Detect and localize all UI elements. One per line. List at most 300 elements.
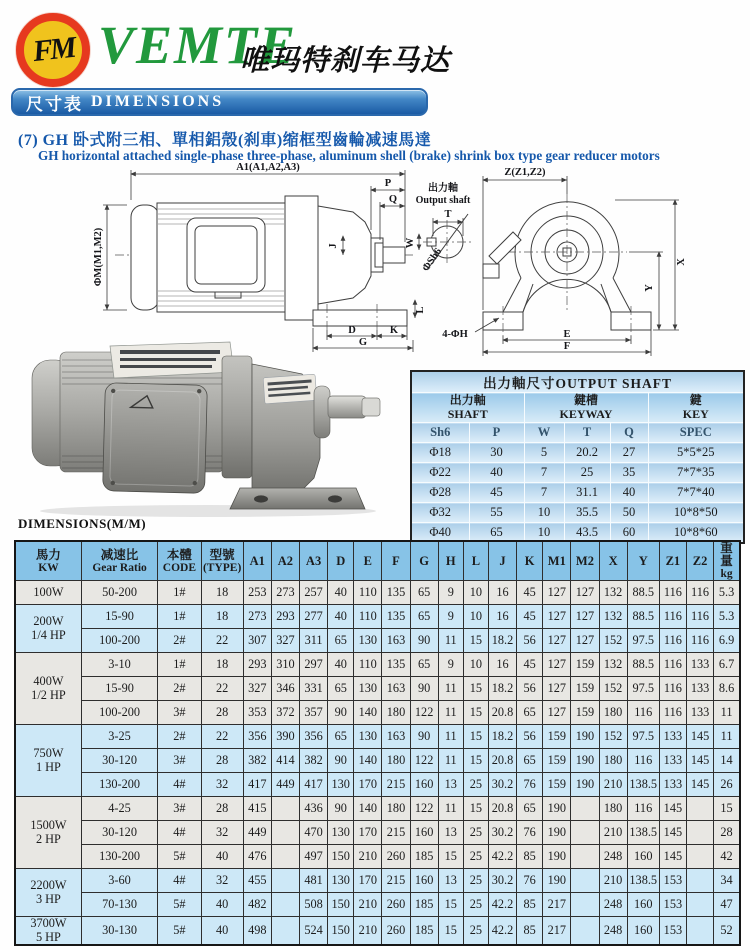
dimension-value-cell: 145 [659,821,686,845]
dimension-value-cell: 30-120 [81,821,157,845]
dimension-value-cell: 15 [438,917,463,946]
dimension-value-cell: 133 [686,701,713,725]
dimension-value-cell: 210 [599,821,627,845]
dimension-value-cell: 253 [243,581,271,605]
dimension-value-cell: 327 [271,629,299,653]
dimension-value-cell: 4# [158,821,201,845]
dimension-value-cell: 135 [382,653,410,677]
dimension-value-cell [571,917,599,946]
dimension-value-cell: 159 [571,701,599,725]
output-shaft-cell: 40 [610,483,648,503]
dimension-value-cell: 210 [354,893,382,917]
dimension-value-cell: 20.8 [488,701,516,725]
dimension-value-cell [271,845,299,869]
dimension-value-cell: 5# [158,845,201,869]
dimensions-column-header: 本體 CODE [158,541,201,581]
dimension-value-cell: 30-120 [81,749,157,773]
dimension-value-cell: 260 [382,845,410,869]
dimension-value-cell: 455 [243,869,271,893]
power-rating-cell: 100W [15,581,81,605]
dimension-value-cell [571,797,599,821]
dimension-value-cell: 127 [543,701,571,725]
dimension-value-cell: 1# [158,653,201,677]
dimension-value-cell: 145 [686,725,713,749]
dimension-value-cell: 135 [382,581,410,605]
dim-l: L [415,306,426,314]
dimension-value-cell: 217 [543,917,571,946]
output-shaft-cell: 40 [469,463,524,483]
dimensions-row [15,797,740,821]
dimension-value-cell: 116 [686,629,713,653]
dimension-value-cell: 133 [659,773,686,797]
dimensions-column-header: M2 [571,541,599,581]
output-shaft-cell: 35 [610,463,648,483]
dimension-value-cell: 190 [543,869,571,893]
dimension-value-cell: 248 [599,917,627,946]
dim-e: E [563,329,571,340]
dimension-value-cell: 417 [300,773,328,797]
dim-h4: 4-ΦH [442,329,468,340]
dimension-value-cell: 190 [543,797,571,821]
dimension-value-cell: 163 [382,677,410,701]
dimension-value-cell: 311 [300,629,328,653]
dimension-value-cell: 65 [410,581,438,605]
output-shaft-cell: Φ28 [411,483,469,503]
power-rating-cell: 400W 1/2 HP [15,653,81,725]
dimension-value-cell: 153 [659,869,686,893]
dimension-value-cell: 190 [571,773,599,797]
dimension-value-cell: 163 [382,725,410,749]
dimension-value-cell: 130 [328,869,354,893]
dimension-value-cell: 22 [201,725,243,749]
dimension-value-cell: 260 [382,893,410,917]
dimension-value-cell: 34 [714,869,740,893]
dimension-value-cell: 116 [627,797,659,821]
dimension-value-cell: 331 [300,677,328,701]
dim-x: X [676,258,687,266]
dimension-value-cell: 42.2 [488,917,516,946]
dimension-value-cell: 90 [328,797,354,821]
dimension-value-cell: 42 [714,845,740,869]
dimension-value-cell: 150 [328,845,354,869]
dimension-value-cell: 10 [463,653,488,677]
dimension-value-cell: 415 [243,797,271,821]
dimension-value-cell: 9 [438,653,463,677]
dimension-value-cell: 122 [410,701,438,725]
dimension-value-cell: 56 [517,629,543,653]
dimension-value-cell [271,893,299,917]
dimension-value-cell: 152 [599,629,627,653]
dimension-value-cell: 2# [158,725,201,749]
dimension-value-cell: 5# [158,893,201,917]
dimension-value-cell: 18 [201,581,243,605]
dimension-value-cell: 210 [354,845,382,869]
dimension-value-cell: 100-200 [81,701,157,725]
dimension-value-cell: 52 [714,917,740,946]
dimension-value-cell: 127 [571,605,599,629]
dimensions-column-header: J [488,541,516,581]
banner-title-en: DIMENSIONS [91,93,225,110]
dimension-value-cell [271,869,299,893]
dimension-value-cell: 25 [463,821,488,845]
dimensions-row [15,581,740,605]
dimension-value-cell [686,917,713,946]
dimension-value-cell: 414 [271,749,299,773]
dimensions-column-header: E [354,541,382,581]
dimension-value-cell: 110 [354,581,382,605]
dimension-value-cell: 140 [354,749,382,773]
power-rating-cell: 3700W 5 HP [15,917,81,946]
dimension-value-cell: 45 [517,653,543,677]
dimension-value-cell: 190 [543,821,571,845]
dimensions-column-header: F [382,541,410,581]
dimensions-row [15,653,740,677]
dimension-value-cell: 170 [354,869,382,893]
dimension-value-cell: 65 [410,605,438,629]
dimension-value-cell: 4# [158,869,201,893]
dimension-value-cell: 210 [599,773,627,797]
dimensions-column-header: Z1 [659,541,686,581]
dimension-value-cell: 11 [438,797,463,821]
dimension-value-cell: 90 [328,701,354,725]
output-shaft-cell: Φ22 [411,463,469,483]
output-shaft-cell: 55 [469,503,524,523]
dimensions-column-header: 减速比 Gear Ratio [81,541,157,581]
dimension-value-cell: 145 [686,749,713,773]
dimensions-row [15,845,740,869]
dimension-value-cell: 185 [410,845,438,869]
output-shaft-row [411,483,744,503]
dimension-value-cell: 160 [627,893,659,917]
dimension-value-cell: 11 [438,677,463,701]
dimension-value-cell: 28 [201,701,243,725]
dimensions-column-header: D [328,541,354,581]
output-shaft-cell: 7*7*40 [648,483,744,503]
dimension-value-cell: 449 [271,773,299,797]
dimension-value-cell: 4-25 [81,797,157,821]
dimension-value-cell: 133 [659,749,686,773]
dimension-value-cell: 470 [300,821,328,845]
dimension-value-cell: 138.5 [627,821,659,845]
dimension-value-cell: 116 [686,605,713,629]
dimension-value-cell: 15 [463,677,488,701]
dimension-value-cell: 30-130 [81,917,157,946]
dim-j: J [328,243,339,249]
output-shaft-cell: 25 [564,463,610,483]
dimension-value-cell: 180 [382,797,410,821]
banner-title-cn: 尺寸表 [26,94,83,114]
dimension-value-cell: 210 [354,917,382,946]
dimensions-column-header: A2 [271,541,299,581]
dimension-value-cell: 2# [158,629,201,653]
dimension-value-cell: 6.9 [714,629,740,653]
dimension-value-cell: 1# [158,581,201,605]
dimension-value-cell: 170 [354,773,382,797]
dimension-value-cell: 15 [714,797,740,821]
brand-name-chinese: 唯玛特刹车马达 [240,45,451,77]
dimension-value-cell: 15-90 [81,677,157,701]
dimension-value-cell: 32 [201,869,243,893]
dimension-value-cell: 190 [571,725,599,749]
dimension-value-cell: 130 [328,773,354,797]
dimension-value-cell: 248 [599,893,627,917]
dimension-value-cell: 28 [714,821,740,845]
output-shaft-cell: 7 [524,483,564,503]
output-shaft-cell: 60 [610,523,648,544]
dimension-value-cell: 88.5 [627,605,659,629]
output-shaft-cell: 10 [524,503,564,523]
dimensions-row [15,629,740,653]
dimension-value-cell: 150 [328,893,354,917]
dimension-value-cell [271,797,299,821]
dimension-value-cell: 346 [271,677,299,701]
dimensions-column-header: 型號 (TYPE) [201,541,243,581]
dimension-value-cell [571,845,599,869]
dimension-value-cell: 122 [410,749,438,773]
dimension-value-cell: 40 [328,653,354,677]
dimension-value-cell [571,821,599,845]
dimension-value-cell: 97.5 [627,677,659,701]
dimension-value-cell: 190 [543,845,571,869]
dimension-value-cell: 70-130 [81,893,157,917]
dimension-value-cell: 28 [201,749,243,773]
dimension-value-cell: 22 [201,629,243,653]
dimension-value-cell: 22 [201,677,243,701]
dimension-value-cell: 310 [271,653,299,677]
dimension-value-cell: 85 [517,845,543,869]
dimension-value-cell: 14 [714,749,740,773]
dimensions-column-header: M1 [543,541,571,581]
dimension-value-cell [271,821,299,845]
dimension-value-cell: 138.5 [627,773,659,797]
dimension-value-cell: 4# [158,773,201,797]
dimension-value-cell: 32 [201,773,243,797]
dimension-value-cell: 116 [627,701,659,725]
dimensions-column-header: Y [627,541,659,581]
dimension-value-cell [271,917,299,946]
dimension-value-cell: 110 [354,605,382,629]
output-shaft-cell: 20.2 [564,443,610,463]
dimension-value-cell: 10 [463,605,488,629]
dimension-value-cell: 357 [300,701,328,725]
dimension-value-cell: 133 [659,725,686,749]
dimensions-column-header: L [463,541,488,581]
dimension-value-cell: 127 [543,653,571,677]
dimension-value-cell: 160 [410,821,438,845]
dimension-value-cell: 65 [517,701,543,725]
output-shaft-group-header-row [411,393,744,423]
dimension-value-cell: 127 [543,581,571,605]
dimensions-row [15,869,740,893]
dimension-value-cell: 42.2 [488,845,516,869]
dimension-value-cell: 122 [410,797,438,821]
dimension-value-cell: 32 [201,821,243,845]
dimension-value-cell: 30.2 [488,821,516,845]
dimension-value-cell: 152 [599,725,627,749]
dimension-value-cell: 135 [382,605,410,629]
technical-drawing [75,160,745,360]
dimension-value-cell: 130 [354,725,382,749]
output-shaft-column-header: SPEC [648,423,744,443]
dimension-value-cell: 508 [300,893,328,917]
dimension-value-cell: 116 [659,653,686,677]
dimension-value-cell: 25 [463,869,488,893]
dimension-value-cell: 18 [201,653,243,677]
dimension-value-cell: 160 [627,845,659,869]
dimension-value-cell: 3# [158,701,201,725]
dimension-value-cell [686,845,713,869]
dimension-value-cell: 353 [243,701,271,725]
dimension-value-cell: 116 [659,701,686,725]
dimensions-column-header: A1 [243,541,271,581]
dimension-value-cell: 372 [271,701,299,725]
dimension-value-cell: 185 [410,917,438,946]
dimensions-column-header: Z2 [686,541,713,581]
dimension-value-cell: 132 [599,605,627,629]
dimension-value-cell: 15 [463,629,488,653]
dimension-value-cell: 76 [517,821,543,845]
output-shaft-group-header: 出力軸 SHAFT [411,393,524,423]
dimension-value-cell: 65 [517,797,543,821]
product-photo [18,338,403,518]
output-shaft-cell: 5 [524,443,564,463]
dimensions-column-header: X [599,541,627,581]
dimension-value-cell: 13 [438,869,463,893]
dimension-value-cell: 3# [158,797,201,821]
dimension-value-cell: 9 [438,581,463,605]
dimensions-row [15,677,740,701]
dimension-value-cell: 116 [659,677,686,701]
dimension-value-cell: 9 [438,605,463,629]
dimension-value-cell: 90 [328,749,354,773]
dim-a1: A1(A1,A2,A3) [236,162,300,173]
output-shaft-cell: 10*8*60 [648,523,744,544]
dimension-value-cell: 25 [463,893,488,917]
dimensions-row [15,773,740,797]
dimension-value-cell: 8.6 [714,677,740,701]
dim-q: Q [388,194,398,205]
dimension-value-cell: 153 [659,893,686,917]
dim-phi-m: ΦM(M1,M2) [93,227,104,287]
dimension-value-cell: 130 [328,821,354,845]
dimension-value-cell: 16 [488,605,516,629]
dimension-value-cell: 215 [382,773,410,797]
dimension-value-cell: 159 [543,725,571,749]
dim-d: D [348,325,356,336]
dimension-value-cell [686,869,713,893]
dimension-value-cell: 145 [686,773,713,797]
dimension-value-cell: 210 [599,869,627,893]
power-rating-cell: 2200W 3 HP [15,869,81,917]
dimension-value-cell: 40 [201,917,243,946]
dimension-value-cell: 127 [543,605,571,629]
dimension-value-cell: 88.5 [627,581,659,605]
dimensions-column-header: G [410,541,438,581]
dimension-value-cell: 185 [410,893,438,917]
dimension-value-cell: 273 [271,581,299,605]
dimension-value-cell: 25 [463,845,488,869]
dim-t: T [444,209,452,220]
dimension-value-cell: 40 [328,581,354,605]
dimensions-column-header: 馬力 KW [15,541,81,581]
dimension-value-cell: 153 [659,917,686,946]
dimension-value-cell: 190 [571,749,599,773]
output-shaft-label-en: Output shaft [415,195,471,206]
output-shaft-group-header: 鍵槽 KEYWAY [524,393,648,423]
dimension-value-cell: 390 [271,725,299,749]
dimension-value-cell: 180 [382,701,410,725]
logo-monogram: FM [30,30,75,69]
output-shaft-cell: 7*7*35 [648,463,744,483]
output-shaft-column-header: Sh6 [411,423,469,443]
output-shaft-cell: 10*8*50 [648,503,744,523]
output-shaft-cell: 10 [524,523,564,544]
dimension-value-cell: 382 [243,749,271,773]
dimension-value-cell: 140 [354,701,382,725]
dimension-value-cell: 476 [243,845,271,869]
dimension-value-cell: 132 [599,653,627,677]
dimension-value-cell: 297 [300,653,328,677]
dimension-value-cell: 116 [686,581,713,605]
dimension-value-cell: 30.2 [488,773,516,797]
dimension-value-cell: 293 [271,605,299,629]
dimension-value-cell: 159 [571,677,599,701]
dim-y: Y [644,284,655,292]
dimension-value-cell: 5.3 [714,581,740,605]
dimension-value-cell: 40 [328,605,354,629]
dimensions-row [15,821,740,845]
dimension-value-cell: 42.2 [488,893,516,917]
dimension-value-cell: 85 [517,893,543,917]
dimension-value-cell: 150 [328,917,354,946]
output-shaft-column-header: Q [610,423,648,443]
dimension-value-cell: 20.8 [488,749,516,773]
dimension-value-cell: 47 [714,893,740,917]
dimension-value-cell: 159 [543,749,571,773]
output-shaft-group-header: 鍵 KEY [648,393,744,423]
dimension-value-cell [686,821,713,845]
dimensions-table [14,540,741,946]
section-title: (7) GH 卧式附三相、單相鋁殼(刹車)缩框型齒輪减速馬達 [18,132,432,149]
dimension-value-cell: 18.2 [488,629,516,653]
dimension-value-cell: 116 [659,629,686,653]
output-shaft-table-title-row [411,371,744,393]
dimension-value-cell: 65 [328,677,354,701]
dimension-value-cell: 13 [438,821,463,845]
dimension-value-cell: 88.5 [627,653,659,677]
dimension-value-cell: 159 [571,653,599,677]
dimension-value-cell: 307 [243,629,271,653]
dimension-value-cell: 356 [243,725,271,749]
dimension-value-cell: 133 [686,653,713,677]
dimension-value-cell: 45 [517,581,543,605]
dimension-value-cell: 273 [243,605,271,629]
dimension-value-cell: 11 [714,701,740,725]
dimensions-column-header: 重量 kg [714,541,740,581]
dimension-value-cell: 160 [627,917,659,946]
dimension-value-cell: 116 [659,605,686,629]
dimension-value-cell: 140 [354,797,382,821]
output-shaft-cell: 45 [469,483,524,503]
dimensions-column-header: H [438,541,463,581]
dimension-value-cell: 482 [243,893,271,917]
dimension-value-cell: 3# [158,749,201,773]
output-shaft-column-header: P [469,423,524,443]
dimension-value-cell: 2# [158,677,201,701]
dimension-value-cell: 248 [599,845,627,869]
output-shaft-row [411,463,744,483]
dim-k: K [389,325,399,336]
